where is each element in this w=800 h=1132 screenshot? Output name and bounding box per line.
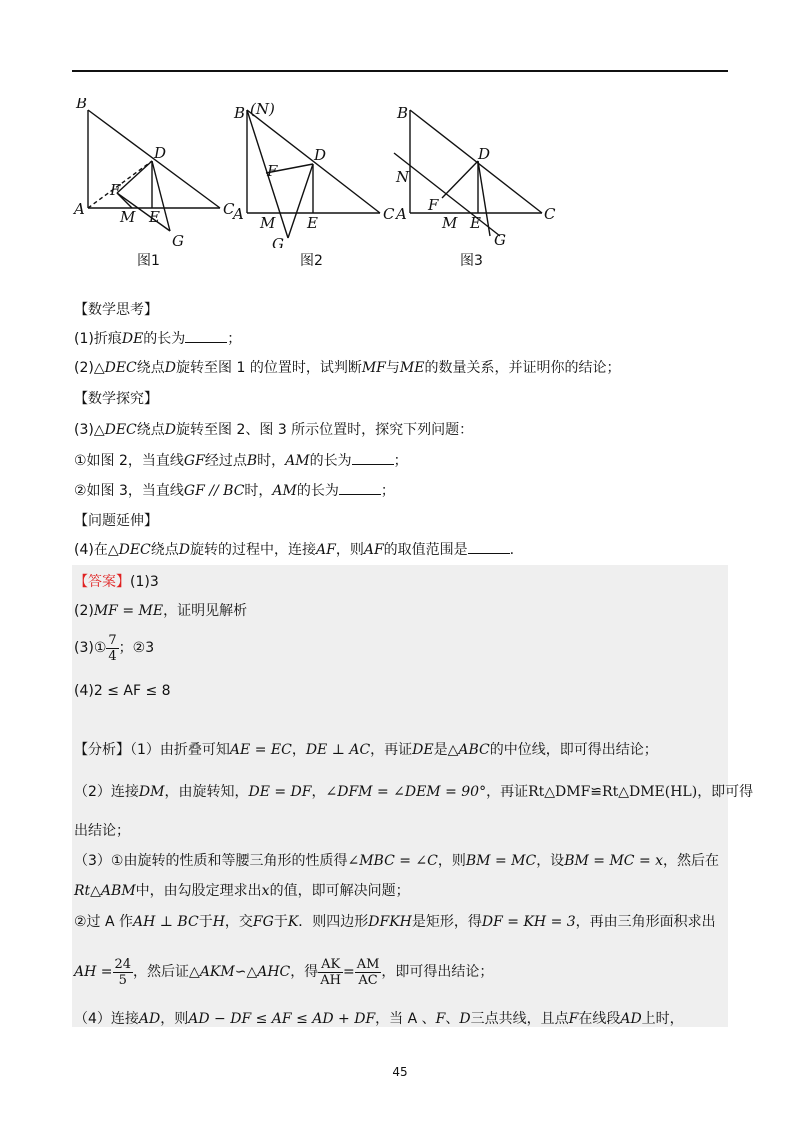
figure-2-caption: 图2 xyxy=(300,253,323,269)
fig3-label-M: M xyxy=(442,214,458,232)
fig1-label-G: G xyxy=(172,232,184,248)
fig1-label-C: C xyxy=(223,200,235,218)
question-3b: ②如图 3，当直线GF // BC时，AM的长为 ； xyxy=(74,483,395,499)
figure-2-diagram xyxy=(232,98,402,248)
fig1-label-D: D xyxy=(154,144,167,162)
fig1-label-F: F xyxy=(110,181,121,199)
question-3: (3)△DEC绕点D旋转至图 2、图 3 所示位置时，探究下列问题： xyxy=(74,422,474,438)
fig3-label-E: E xyxy=(470,214,481,232)
fig1-label-M: M xyxy=(120,208,136,226)
fig2-label-D: D xyxy=(314,146,327,164)
fig1-label-E: E xyxy=(149,208,160,226)
answer-blank xyxy=(185,330,227,343)
analysis-3: （3）①由旋转的性质和等腰三角形的性质得∠MBC = ∠C，则BM = MC，设BM = MC = x，然后在 xyxy=(74,853,720,869)
figure-3-diagram xyxy=(392,98,572,248)
analysis-tag: 【分析】 xyxy=(74,742,130,758)
fig3-label-F: F xyxy=(428,196,439,214)
analysis-1: 【分析】（1）由折叠可知AE = EC，DE ⊥ AC，再证DE是△ABC的中位线，即可得出结论； xyxy=(74,742,658,758)
figure-2 xyxy=(232,98,402,252)
fig2-label-M: M xyxy=(260,214,276,232)
fig2-label-B: B xyxy=(234,104,246,122)
fraction-AM-AC: $\frac{AM}{AC}$ xyxy=(356,956,380,988)
analysis-4: ②过 A 作AH ⊥ BC于H，交FG于K．则四边形DFKH是矩形，得DF = KH = 3，再由三角形面积求出 xyxy=(74,914,716,930)
fig3-label-A: A xyxy=(396,205,407,223)
question-1: (1)折痕DE的长为 ； xyxy=(74,331,242,347)
analysis-5: （4）连接AD，则AD − DF ≤ AF ≤ AD + DF，当 A 、F、D三点共线，且点F在线段AD上时， xyxy=(74,1011,684,1027)
fraction-7-4: $\frac{7}{4}$ xyxy=(108,632,117,664)
analysis-2: （2）连接DM，由旋转知，DE = DF，∠DFM = ∠DEM = 90°，再证Rt△DMF≌Rt△DME(HL)，即可得 xyxy=(74,784,754,800)
fig2-label-E: E xyxy=(307,214,318,232)
figure-1 xyxy=(72,98,242,252)
analysis-4-cont: AH = $\frac{24}{5}$ ，然后证△AKM∽△AHC，得 $\frac{AK}{AH}$ = $\frac{AM}{AC}$ ，即可得出结论； xyxy=(74,956,494,988)
fig3-label-N: N xyxy=(396,168,410,186)
fig3-label-B: B xyxy=(397,104,409,122)
question-3a: ①如图 2，当直线GF经过点B时，AM的长为 ； xyxy=(74,453,408,469)
answer-4: (4)2 ≤ AF ≤ 8 xyxy=(74,683,171,699)
figure-1-caption: 图1 xyxy=(137,253,160,269)
question-2: (2)△DEC绕点D旋转至图 1 的位置时，试判断MF与ME的数量关系，并证明你的结论； xyxy=(74,360,621,376)
fig2-label-F: F xyxy=(267,162,278,180)
answer-2: (2)MF = ME，证明见解析 xyxy=(74,603,248,619)
analysis-2-cont: 出结论； xyxy=(74,823,130,839)
fig3-label-D: D xyxy=(478,145,491,163)
answer-blank xyxy=(352,452,394,465)
figure-3 xyxy=(392,98,572,252)
question-4: (4)在△DEC绕点D旋转的过程中，连接AF，则AF的取值范围是 . xyxy=(74,542,515,558)
answer-blank xyxy=(468,541,510,554)
fig1-label-A: A xyxy=(74,200,85,218)
fig1-label-B: B xyxy=(76,98,88,112)
answer-1: 【答案】(1)3 xyxy=(74,574,159,590)
fraction-AK-AH: $\frac{AK}{AH}$ xyxy=(320,956,341,988)
section-explore: 【数学探究】 xyxy=(74,391,158,407)
fig2-label-G: G xyxy=(272,235,284,248)
answer-tag: 【答案】 xyxy=(74,574,130,590)
header-rule xyxy=(72,70,728,72)
fraction-24-5: $\frac{24}{5}$ xyxy=(114,956,132,988)
figure-1-diagram xyxy=(72,98,242,248)
page-number: 45 xyxy=(392,1065,408,1079)
section-extend: 【问题延伸】 xyxy=(74,513,158,529)
answer-3: (3)① $\frac{7}{4}$ ；②3 xyxy=(74,632,155,664)
fig3-label-C: C xyxy=(544,205,556,223)
fig2-label-C: C xyxy=(383,205,395,223)
analysis-3-cont: Rt△ABM中，由勾股定理求出x的值，即可解决问题； xyxy=(74,883,410,899)
answer-blank xyxy=(339,482,381,495)
fig2-label-N: (N) xyxy=(250,100,275,118)
section-think: 【数学思考】 xyxy=(74,302,158,318)
figure-3-caption: 图3 xyxy=(460,253,483,269)
fig3-label-G: G xyxy=(494,231,506,248)
fig2-label-A: A xyxy=(233,205,244,223)
